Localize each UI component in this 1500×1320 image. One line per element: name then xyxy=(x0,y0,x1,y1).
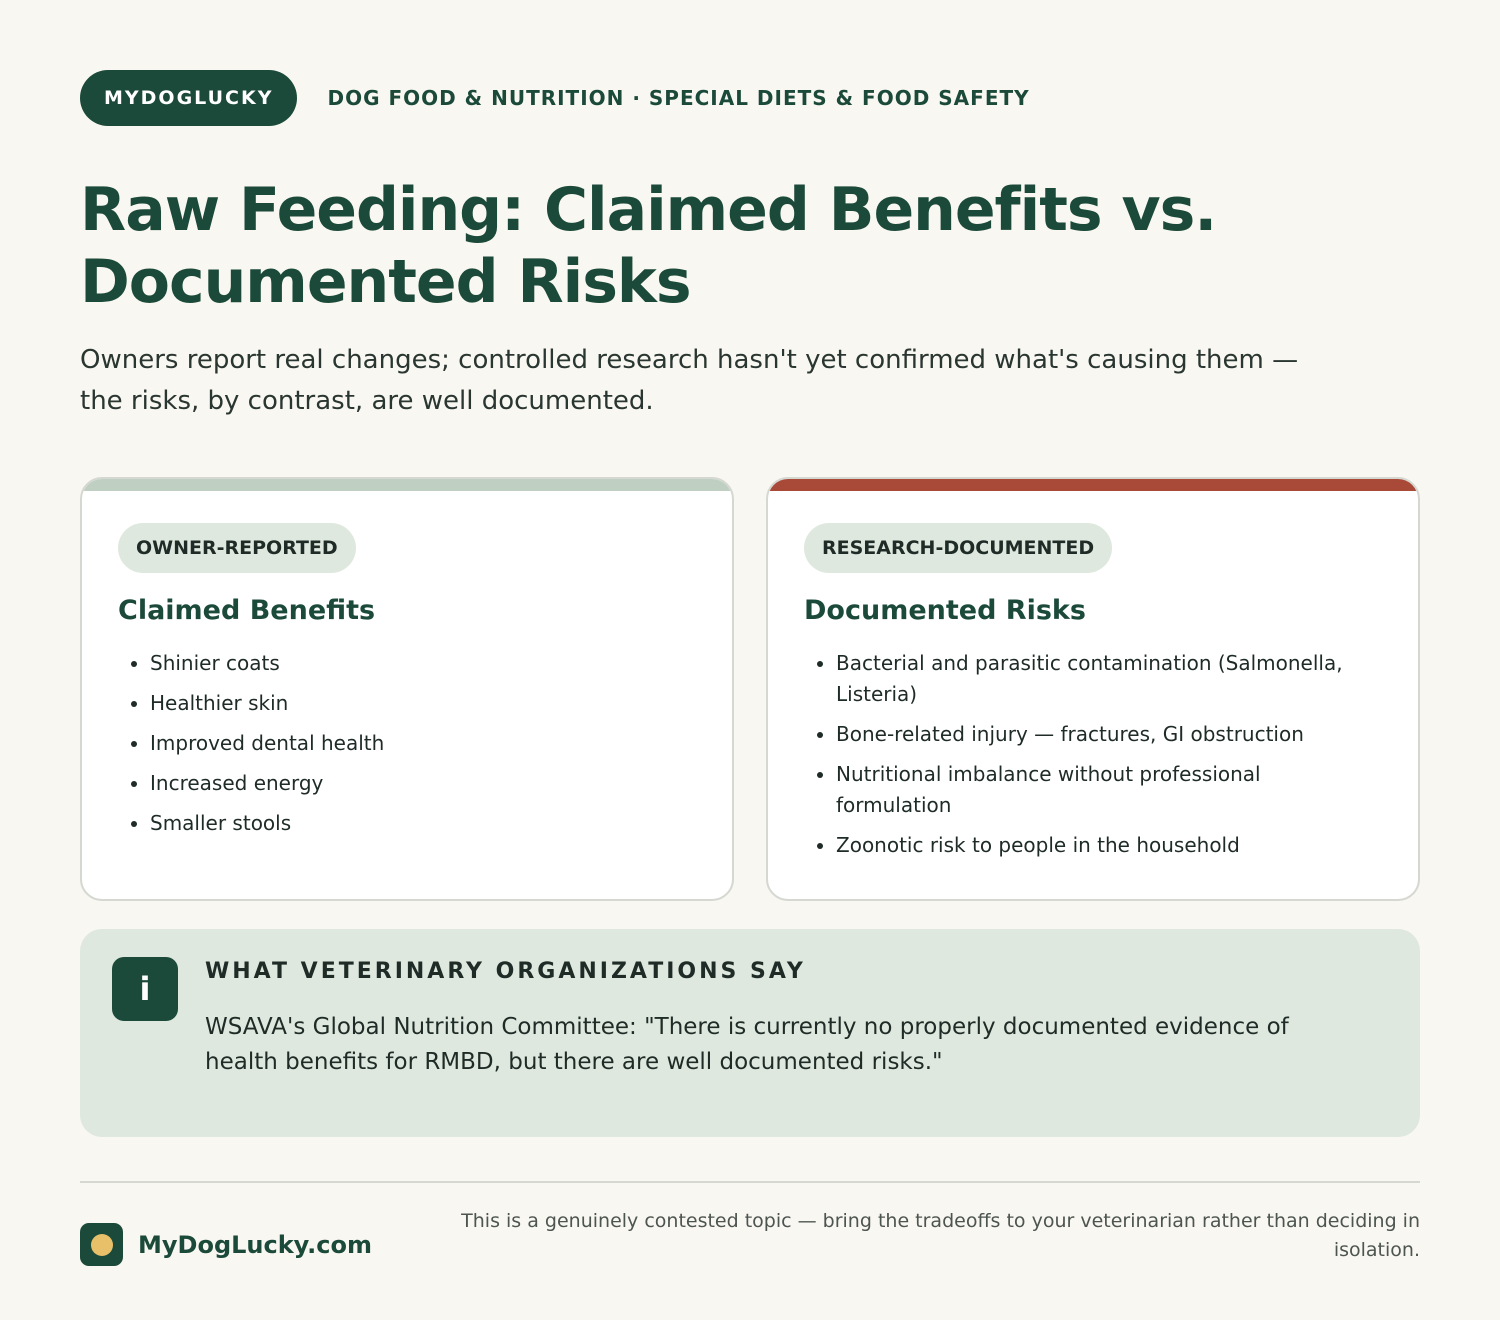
risks-tag: RESEARCH-DOCUMENTED xyxy=(804,523,1112,573)
site-logo[interactable] xyxy=(80,1223,372,1266)
header xyxy=(80,70,1420,126)
risks-card xyxy=(766,477,1420,901)
list-item: • Bacterial and parasitic contamination (Salmonella, Listeria) xyxy=(836,648,1382,710)
logo-text: MyDogLucky.com xyxy=(138,1230,372,1259)
logo-mark-icon xyxy=(80,1223,123,1266)
note-quote: WSAVA's Global Nutrition Committee: "There is currently no properly documented evidence of health benefits for RMBD, but there are well documented risks." xyxy=(205,1014,1289,1075)
vet-organizations-note xyxy=(80,929,1420,1137)
benefits-accent-band xyxy=(82,479,732,491)
list-item: • Smaller stools xyxy=(150,808,696,839)
page-subtitle: Owners report real changes; controlled research hasn't yet confirmed what's causing them — the risks, by contrast, are well documented. xyxy=(80,345,1299,416)
benefits-tag: OWNER-REPORTED xyxy=(118,523,356,573)
info-icon: i xyxy=(112,957,178,1021)
list-item: • Improved dental health xyxy=(150,728,696,759)
list-item: • Nutritional imbalance without professional formulation xyxy=(836,759,1382,821)
list-item: • Shinier coats xyxy=(150,648,696,679)
note-title: WHAT VETERINARY ORGANIZATIONS SAY xyxy=(205,959,806,984)
brand-badge: MYDOGLUCKY xyxy=(80,70,297,126)
list-item: • Bone-related injury — fractures, GI obstruction xyxy=(836,719,1382,750)
infographic xyxy=(80,70,1420,1266)
risks-list xyxy=(804,648,1382,861)
footer-disclaimer: This is a genuinely contested topic — bring the tradeoffs to your veterinarian rather than deciding in isolation. xyxy=(461,1210,1420,1261)
comparison-cards xyxy=(80,477,1420,901)
benefits-card xyxy=(80,477,734,901)
footer xyxy=(80,1207,1420,1266)
benefits-heading: Claimed Benefits xyxy=(118,595,376,626)
footer-divider xyxy=(80,1181,1420,1183)
category-breadcrumb: DOG FOOD & NUTRITION · SPECIAL DIETS & FOOD SAFETY xyxy=(327,86,1030,110)
page-title: Raw Feeding: Claimed Benefits vs. Documented Risks xyxy=(80,175,1217,317)
list-item: • Zoonotic risk to people in the household xyxy=(836,830,1382,861)
benefits-list xyxy=(118,648,696,839)
list-item: • Healthier skin xyxy=(150,688,696,719)
risks-heading: Documented Risks xyxy=(804,595,1086,626)
logo-dot-icon xyxy=(91,1234,113,1256)
risks-accent-band xyxy=(768,479,1418,491)
list-item: • Increased energy xyxy=(150,768,696,799)
